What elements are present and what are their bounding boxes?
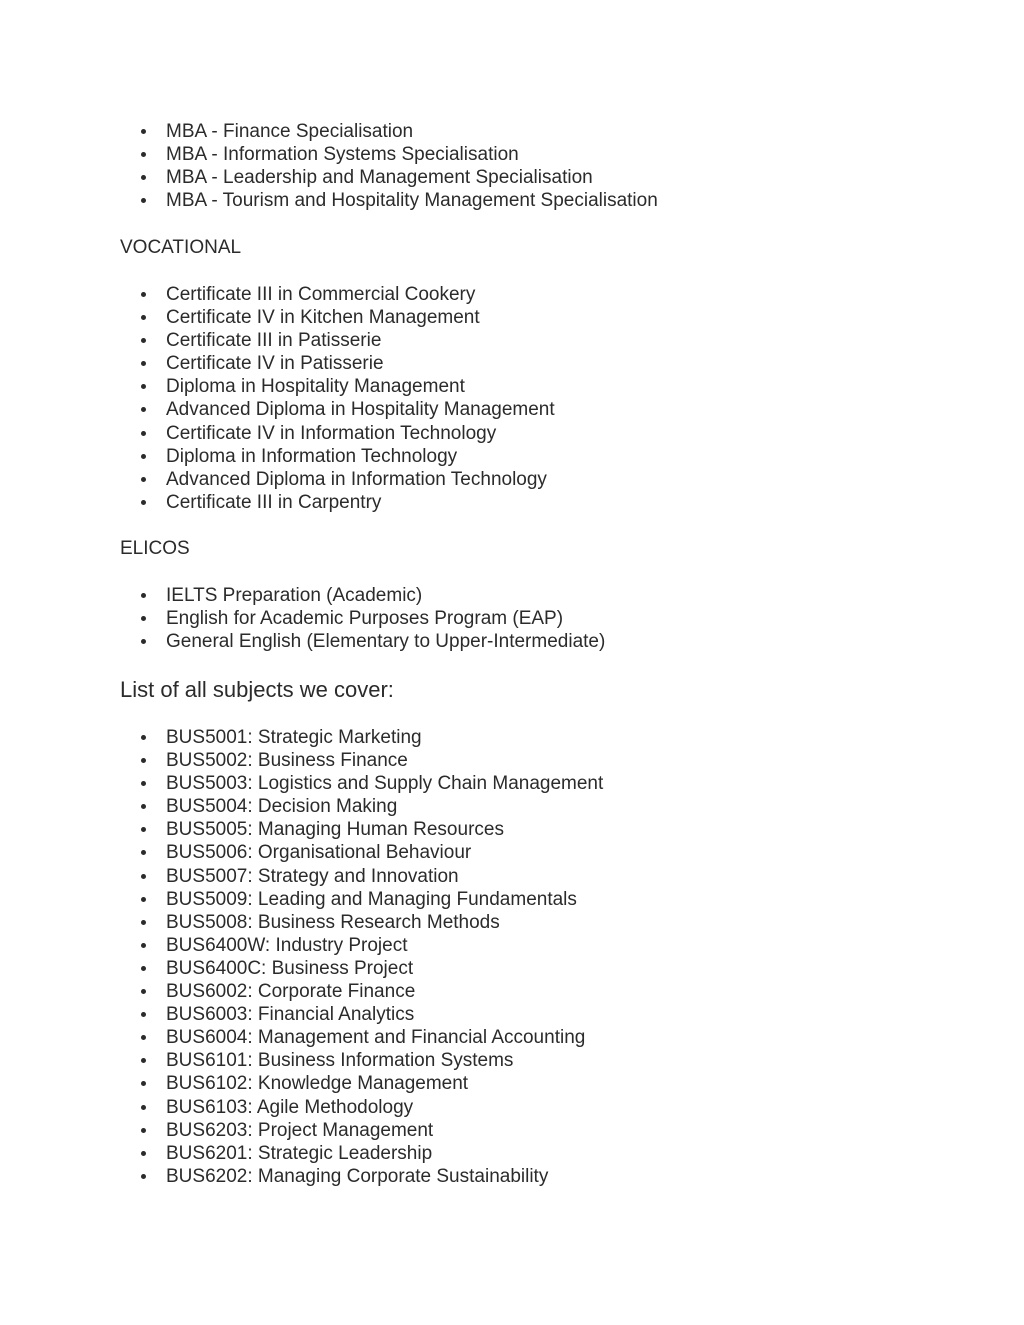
list-item-text: Advanced Diploma in Hospitality Management: [166, 399, 555, 421]
bullet-icon: [141, 639, 146, 644]
bullet-icon: [141, 616, 146, 621]
list-item-text: BUS6201: Strategic Leadership: [166, 1142, 433, 1164]
bullet-icon: [141, 897, 146, 902]
list-item-text: Diploma in Information Technology: [166, 445, 458, 467]
list-item: [120, 795, 603, 818]
list-item: [120, 166, 658, 189]
list-item: [120, 422, 555, 445]
bullet-icon: [141, 361, 146, 366]
list-item-text: BUS6003: Financial Analytics: [166, 1004, 415, 1026]
bullet-icon: [141, 758, 146, 763]
vocational-list: [120, 283, 555, 514]
section-label-vocational: VOCATIONAL: [120, 237, 242, 258]
list-item-text: MBA - Finance Specialisation: [166, 121, 414, 142]
bullet-icon: [141, 1174, 146, 1179]
list-item-text: Certificate IV in Kitchen Management: [166, 307, 480, 329]
bullet-icon: [141, 338, 146, 343]
bullet-icon: [141, 1035, 146, 1040]
list-item-text: BUS6202: Managing Corporate Sustainability: [166, 1165, 549, 1187]
list-item-text: Advanced Diploma in Information Technology: [166, 468, 547, 490]
bullet-icon: [141, 850, 146, 855]
elicos-list: [120, 584, 605, 653]
bullet-icon: [141, 593, 146, 598]
list-item-text: BUS6103: Agile Methodology: [166, 1096, 414, 1118]
list-item: [120, 957, 603, 980]
list-item: [120, 584, 605, 607]
bullet-icon: [141, 431, 146, 436]
bullet-icon: [141, 315, 146, 320]
list-item: [120, 726, 603, 749]
list-item: [120, 491, 555, 514]
list-item-text: BUS5008: Business Research Methods: [166, 911, 500, 933]
list-item-text: BUS5007: Strategy and Innovation: [166, 865, 459, 887]
subjects-list: [120, 726, 603, 1188]
bullet-icon: [141, 500, 146, 505]
list-item-text: BUS6004: Management and Financial Accounting: [166, 1027, 586, 1049]
bullet-icon: [141, 827, 146, 832]
bullet-icon: [141, 989, 146, 994]
list-item: [120, 445, 555, 468]
bullet-icon: [141, 920, 146, 925]
bullet-icon: [141, 152, 146, 157]
section-label-elicos: ELICOS: [120, 538, 190, 559]
list-item: [120, 143, 658, 166]
list-item: [120, 630, 605, 653]
bullet-icon: [141, 874, 146, 879]
bullet-icon: [141, 781, 146, 786]
list-item-text: English for Academic Purposes Program (EAP): [166, 608, 564, 630]
list-item: [120, 1003, 603, 1026]
bullet-icon: [141, 1128, 146, 1133]
bullet-icon: [141, 175, 146, 180]
list-item: [120, 468, 555, 491]
list-item-text: BUS6102: Knowledge Management: [166, 1073, 469, 1095]
list-item-text: BUS6002: Corporate Finance: [166, 981, 416, 1003]
list-item: [120, 818, 603, 841]
list-item-text: BUS6101: Business Information Systems: [166, 1050, 514, 1072]
bullet-icon: [141, 1151, 146, 1156]
list-item-text: General English (Elementary to Upper-Intermediate): [166, 631, 606, 653]
list-item: [120, 888, 603, 911]
bullet-icon: [141, 735, 146, 740]
list-item-text: MBA - Tourism and Hospitality Management Specialisation: [166, 190, 658, 212]
list-item: [120, 1165, 603, 1188]
list-item-text: BUS5006: Organisational Behaviour: [166, 842, 472, 864]
bullet-icon: [141, 454, 146, 459]
list-item-text: BUS5004: Decision Making: [166, 796, 398, 818]
bullet-icon: [141, 477, 146, 482]
list-item-text: Certificate III in Patisserie: [166, 330, 382, 352]
list-item: [120, 306, 555, 329]
mba-list: [120, 120, 658, 212]
list-item: [120, 1072, 603, 1095]
list-item-text: BUS5005: Managing Human Resources: [166, 819, 504, 841]
list-item: [120, 749, 603, 772]
list-item: [120, 934, 603, 957]
list-item-text: BUS5003: Logistics and Supply Chain Management: [166, 773, 604, 795]
bullet-icon: [141, 129, 146, 134]
list-item-text: BUS5001: Strategic Marketing: [166, 727, 422, 748]
subjects-heading: List of all subjects we cover:: [120, 677, 394, 702]
list-item: [120, 375, 555, 398]
bullet-icon: [141, 1081, 146, 1086]
list-item-text: IELTS Preparation (Academic): [166, 585, 423, 606]
list-item: [120, 980, 603, 1003]
list-item: [120, 911, 603, 934]
list-item: [120, 1049, 603, 1072]
list-item-text: MBA - Information Systems Specialisation: [166, 144, 519, 166]
list-item: [120, 607, 605, 630]
list-item-text: Certificate IV in Information Technology: [166, 422, 497, 444]
list-item-text: BUS6400C: Business Project: [166, 957, 414, 979]
bullet-icon: [141, 804, 146, 809]
list-item: [120, 352, 555, 375]
list-item-text: Certificate III in Carpentry: [166, 491, 382, 513]
bullet-icon: [141, 943, 146, 948]
list-item: [120, 772, 603, 795]
bullet-icon: [141, 407, 146, 412]
list-item-text: Certificate III in Commercial Cookery: [166, 284, 476, 305]
bullet-icon: [141, 1105, 146, 1110]
list-item: [120, 189, 658, 212]
list-item-text: BUS5009: Leading and Managing Fundamentals: [166, 888, 577, 910]
list-item: [120, 329, 555, 352]
list-item: [120, 1142, 603, 1165]
list-item-text: Diploma in Hospitality Management: [166, 376, 465, 398]
bullet-icon: [141, 966, 146, 971]
list-item: [120, 1119, 603, 1142]
list-item: [120, 841, 603, 864]
list-item-text: Certificate IV in Patisserie: [166, 353, 384, 375]
bullet-icon: [141, 1012, 146, 1017]
list-item: [120, 120, 658, 143]
list-item-text: BUS6203: Project Management: [166, 1119, 434, 1141]
list-item: [120, 1096, 603, 1119]
bullet-icon: [141, 384, 146, 389]
list-item: [120, 283, 555, 306]
list-item: [120, 1026, 603, 1049]
bullet-icon: [141, 198, 146, 203]
list-item-text: BUS5002: Business Finance: [166, 750, 408, 772]
bullet-icon: [141, 292, 146, 297]
list-item-text: MBA - Leadership and Management Specialisation: [166, 167, 593, 189]
list-item-text: BUS6400W: Industry Project: [166, 934, 408, 956]
bullet-icon: [141, 1058, 146, 1063]
list-item: [120, 865, 603, 888]
list-item: [120, 398, 555, 421]
